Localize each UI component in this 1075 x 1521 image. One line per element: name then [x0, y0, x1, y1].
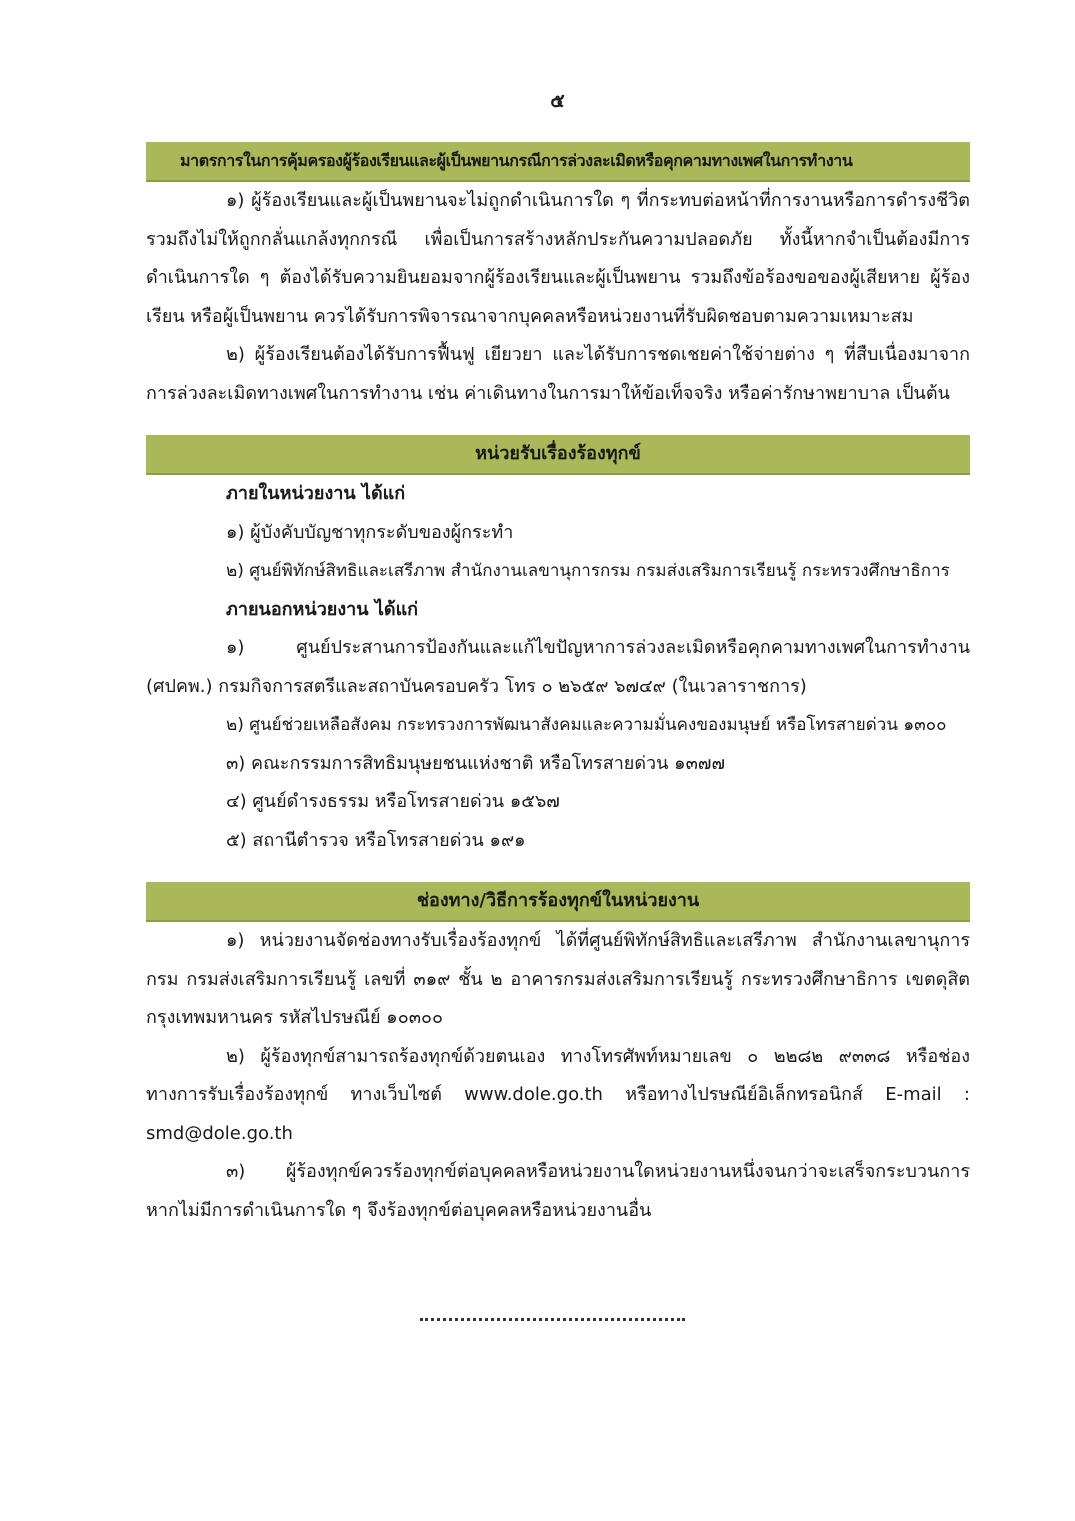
section-header-protection: มาตรการในการคุ้มครองผู้ร้องเรียนและผู้เป็นพยานกรณีการล่วงละเมิดหรือคุกคามทางเพศในการทำงาน: [146, 142, 970, 182]
external-unit-item: ๒) ศูนย์ช่วยเหลือสังคม กระทรวงการพัฒนาสังคมและความมั่นคงของมนุษย์ หรือโทรสายด่วน ๑๓๐๐: [226, 715, 947, 735]
protection-item-2: ๒) ผู้ร้องเรียนต้องได้รับการฟื้นฟู เยียวยา และได้รับการชดเชยค่าใช้จ่ายต่าง ๆ ที่สืบเนื่องมาจากการล่วงละเมิดทางเพศในการทำงาน เช่น ค่าเดินทางในการมาให้ข้อเท็จจริง หรือค่ารักษาพยาบาล เป็นต้น: [146, 344, 970, 404]
internal-unit-item: ๒) ศูนย์พิทักษ์สิทธิและเสรีภาพ สำนักงานเลขานุการกรม กรมส่งเสริมการเรียนรู้ กระทรวงศึกษาธิการ: [226, 561, 950, 581]
document-body: [146, 142, 970, 1230]
channel-item-2: ๒) ผู้ร้องทุกข์สามารถร้องทุกข์ด้วยตนเอง ทางโทรศัพท์หมายเลข ๐ ๒๒๘๒ ๙๓๓๘ หรือช่องทางการรับเรื่องร้องทุกข์ ทางเว็บไซต์ www.dole.go.th หรือทางไปรษณีย์อิเล็กทรอนิกส์ E-mail : smd@dole.go.th: [146, 1045, 970, 1144]
internal-unit-item: ๑) ผู้บังคับบัญชาทุกระดับของผู้กระทำ: [226, 521, 514, 543]
section-header-units: หน่วยรับเรื่องร้องทุกข์: [146, 435, 970, 475]
external-unit-item: ๓) คณะกรรมการสิทธิมนุษยชนแห่งชาติ หรือโทรสายด่วน ๑๓๗๗: [226, 752, 725, 774]
end-divider: [420, 1318, 685, 1321]
external-unit-item-1: ๑) ศูนย์ประสานการป้องกันและแก้ไขปัญหาการล่วงละเมิดหรือคุกคามทางเพศในการทำงาน (ศปคพ.) กรมกิจการสตรีและสถาบันครอบครัว โทร ๐ ๒๖๕๙ ๖๗๔๙ (ในเวลาราชการ): [146, 637, 970, 697]
external-unit-item: ๕) สถานีตำรวจ หรือโทรสายด่วน ๑๙๑: [226, 829, 526, 851]
internal-units-title: ภายในหน่วยงาน ได้แก่: [226, 483, 406, 504]
page-number: ๕: [550, 90, 565, 112]
section-header-channels: ช่องทาง/วิธีการร้องทุกข์ในหน่วยงาน: [146, 882, 970, 922]
channel-item-1: ๑) หน่วยงานจัดช่องทางรับเรื่องร้องทุกข์ ได้ที่ศูนย์พิทักษ์สิทธิและเสรีภาพ สำนักงานเลขานุการกรม กรมส่งเสริมการเรียนรู้ เลขที่ ๓๑๙ ชั้น ๒ อาคารกรมส่งเสริมการเรียนรู้ กระทรวงศึกษาธิการ เขตดุสิต กรุงเทพมหานคร รหัสไปรษณีย์ ๑๐๓๐๐: [146, 930, 970, 1028]
external-units-title: ภายนอกหน่วยงาน ได้แก่: [226, 598, 419, 620]
protection-item-1: ๑) ผู้ร้องเรียนและผู้เป็นพยานจะไม่ถูกดำเนินการใด ๆ ที่กระทบต่อหน้าที่การงานหรือการดำรงชีวิต รวมถึงไม่ให้ถูกกลั่นแกล้งทุกกรณี เพื่อเป็นการสร้างหลักประกันความปลอดภัย ทั้งนี้หากจำเป็นต้องมีการดำเนินการใด ๆ ต้องได้รับความยินยอมจากผู้ร้องเรียนและผู้เป็นพยาน รวมถึงข้อร้องขอของผู้เสียหาย ผู้ร้องเรียน หรือผู้เป็นพยาน ควรได้รับการพิจารณาจากบุคคลหรือหน่วยงานที่รับผิดชอบตามความเหมาะสม: [146, 190, 970, 327]
channel-item-3: ๓) ผู้ร้องทุกข์ควรร้องทุกข์ต่อบุคคลหรือหน่วยงานใดหน่วยงานหนึ่งจนกว่าจะเสร็จกระบวนการ หากไม่มีการดำเนินการใด ๆ จึงร้องทุกข์ต่อบุคคลหรือหน่วยงานอื่น: [146, 1161, 970, 1221]
external-unit-item: ๔) ศูนย์ดำรงธรรม หรือโทรสายด่วน ๑๕๖๗: [226, 791, 560, 812]
